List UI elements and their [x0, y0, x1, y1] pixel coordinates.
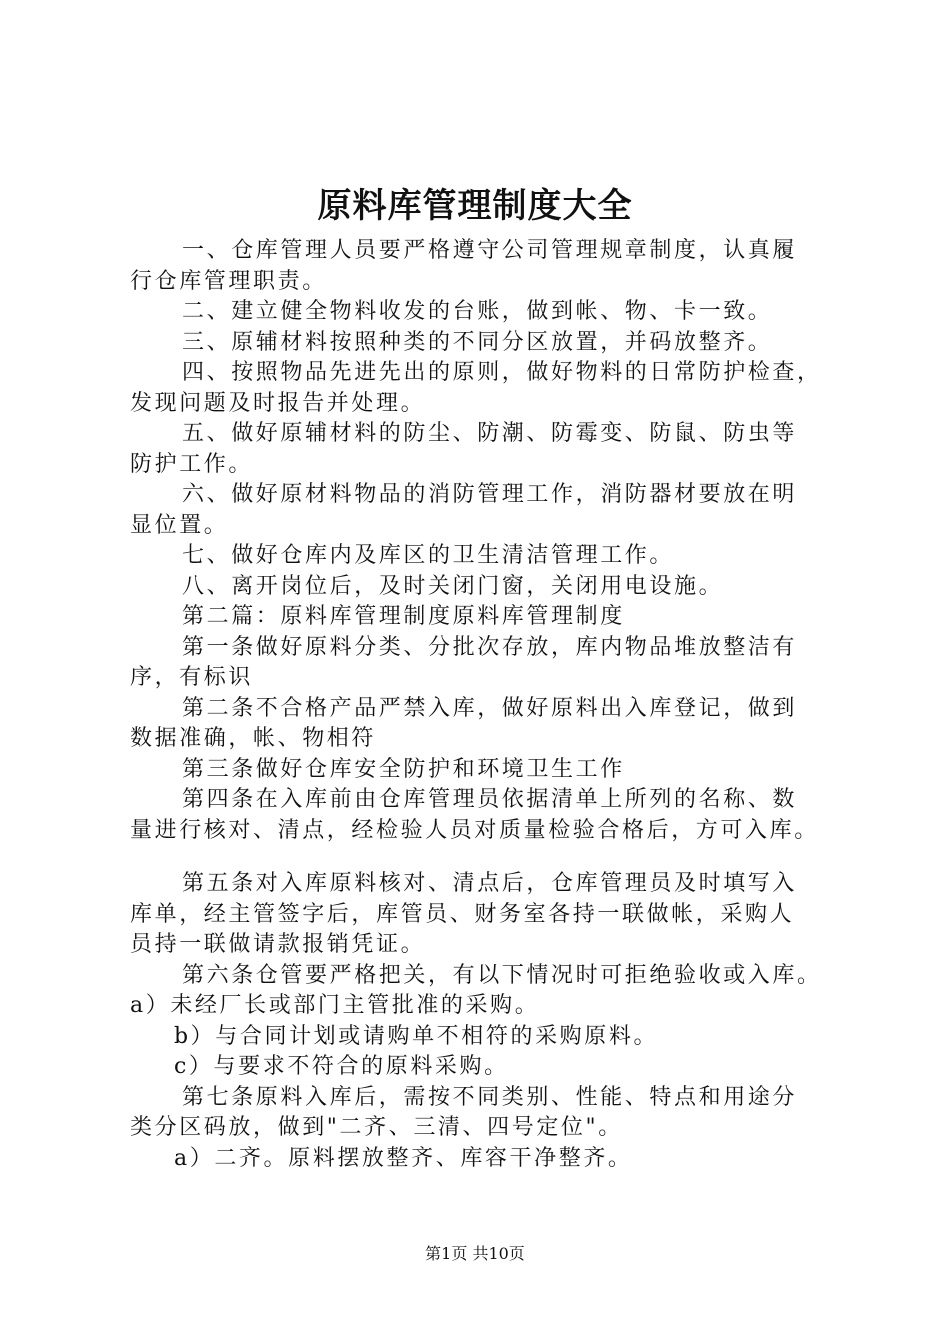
paragraph-line: 行仓库管理职责。 [130, 268, 327, 294]
paragraph-line: 八、离开岗位后，及时关闭门窗，关闭用电设施。 [182, 573, 724, 599]
paragraph-line: 第六条仓管要严格把关，有以下情况时可拒绝验收或入库。 [182, 962, 822, 988]
paragraph-line: 发现问题及时报告并处理。 [130, 390, 426, 416]
section-heading: 第二篇：原料库管理制度原料库管理制度 [182, 604, 625, 629]
paragraph-line: 类分区码放，做到"二齐、三清、四号定位"。 [130, 1115, 623, 1140]
paragraph-line: 七、做好仓库内及库区的卫生清洁管理工作。 [182, 543, 675, 568]
paragraph-line: 库单，经主管签字后，库管员、财务室各持一联做帐，采购人 [130, 901, 795, 927]
paragraph-line: b）与合同计划或请购单不相符的采购原料。 [174, 1023, 659, 1049]
paragraph-line: 六、做好原材料物品的消防管理工作，消防器材要放在明 [182, 482, 798, 507]
paragraph-line: c）与要求不符合的原料采购。 [174, 1054, 509, 1079]
paragraph-line: 三、原辅材料按照种类的不同分区放置，并码放整齐。 [182, 329, 773, 355]
paragraph-line: 序，有标识 [130, 665, 254, 690]
paragraph-spacer [130, 846, 836, 869]
paragraph-line: 二、建立健全物料收发的台账，做到帐、物、卡一致。 [182, 299, 773, 324]
paragraph-line: 第四条在入库前由仓库管理员依据清单上所列的名称、数 [182, 787, 798, 812]
paragraph-line: 第五条对入库原料核对、清点后，仓库管理员及时填写入 [182, 871, 798, 896]
paragraph-line: 防护工作。 [130, 451, 254, 477]
paragraph-line: 第一条做好原料分类、分批次存放，库内物品堆放整洁有 [182, 634, 798, 660]
paragraph-line: a）二齐。原料摆放整齐、库容干净整齐。 [174, 1145, 633, 1171]
paragraph-line: 数据准确，帐、物相符 [130, 726, 377, 751]
paragraph-line: 第七条原料入库后，需按不同类别、性能、特点和用途分 [182, 1084, 798, 1110]
paragraph-line: 量进行核对、清点，经检验人员对质量检验合格后，方可入库。 [130, 817, 819, 843]
paragraph-line: 第二条不合格产品严禁入库，做好原料出入库登记，做到 [182, 695, 798, 721]
paragraph-line: 员持一联做请款报销凭证。 [130, 932, 426, 957]
paragraph-line: 一、仓库管理人员要严格遵守公司管理规章制度，认真履 [182, 238, 798, 263]
paragraph-line: 第三条做好仓库安全防护和环境卫生工作 [182, 756, 625, 782]
page-number-footer: 第1页 共10页 [425, 1244, 525, 1263]
paragraph-line: a）未经厂长或部门主管批准的采购。 [130, 993, 540, 1018]
document-title: 原料库管理制度大全 [317, 186, 633, 226]
paragraph-line: 四、按照物品先进先出的原则，做好物料的日常防护检查， [182, 360, 822, 385]
paragraph-line: 五、做好原辅材料的防尘、防潮、防霉变、防鼠、防虫等 [182, 421, 798, 446]
paragraph-line: 显位置。 [130, 512, 229, 538]
document-body [130, 236, 836, 1174]
